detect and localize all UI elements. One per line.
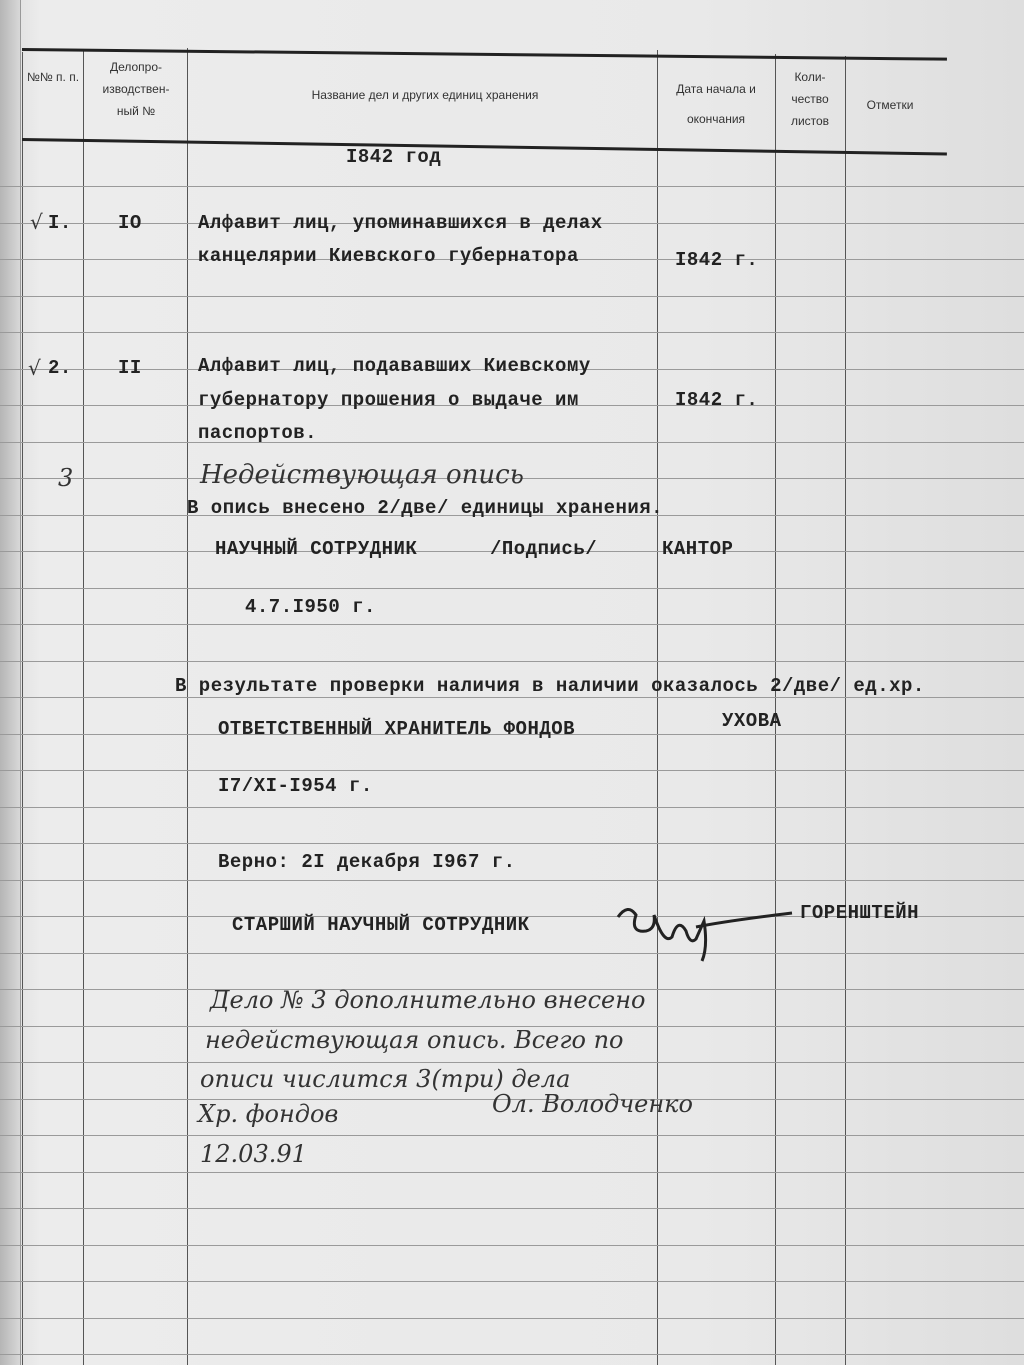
signoff2-name: УХОВА bbox=[722, 710, 782, 732]
signoff2-date: I7/XI-I954 г. bbox=[218, 775, 373, 797]
handwritten-note-line: недействующая опись. Всего по bbox=[205, 1026, 624, 1054]
handwritten-note-date: 12.03.91 bbox=[200, 1140, 307, 1168]
header-col-office-num: Делопро- изводствен- ный № bbox=[102, 60, 170, 118]
ruled-line bbox=[0, 1281, 1024, 1282]
column-divider bbox=[657, 50, 658, 1365]
check-text: В результате проверки наличия в наличии оказалось 2/две/ ед.хр. bbox=[175, 675, 925, 697]
summary-text: В опись внесено 2/две/ единицы хранения. bbox=[187, 497, 664, 519]
ruled-line bbox=[0, 1135, 1024, 1136]
entry-office-num: IO bbox=[118, 212, 142, 234]
entry-title-line: губернатору прошения о выдаче им bbox=[198, 389, 579, 411]
ruled-line bbox=[0, 1208, 1024, 1209]
ruled-line bbox=[0, 624, 1024, 625]
signature bbox=[610, 895, 800, 965]
checkmark-icon: √ bbox=[30, 210, 43, 234]
handwritten-note-line: Дело № 3 дополнительно внесено bbox=[210, 986, 646, 1014]
column-divider bbox=[83, 50, 84, 1365]
ruled-line bbox=[0, 296, 1024, 297]
entry-title-line: Алфавит лиц, упоминавшихся в делах bbox=[198, 212, 603, 234]
page-binding bbox=[0, 0, 21, 1365]
handwritten-note-line: описи числится 3(три) дела bbox=[200, 1065, 571, 1093]
header-col-sheets: Коли- чество листов bbox=[790, 70, 830, 128]
ruled-line bbox=[0, 1062, 1024, 1063]
ruled-line bbox=[0, 880, 1024, 881]
signoff3-role: СТАРШИЙ НАУЧНЫЙ СОТРУДНИК bbox=[232, 914, 530, 936]
entry-title-line: Алфавит лиц, подававших Киевскому bbox=[198, 355, 591, 377]
signoff1-name: КАНТОР bbox=[662, 538, 734, 560]
entry-office-num: II bbox=[118, 357, 142, 379]
header-col-title: Название дел и других единиц хранения bbox=[311, 88, 539, 102]
checkmark-icon: √ bbox=[28, 356, 41, 380]
handwritten-entry-title: Недействующая опись bbox=[200, 460, 524, 490]
header-col-dates: Дата начала и окончания bbox=[676, 82, 756, 126]
ruled-line bbox=[0, 843, 1024, 844]
ruled-line bbox=[0, 1245, 1024, 1246]
column-divider bbox=[845, 56, 846, 1365]
ruled-line bbox=[0, 588, 1024, 589]
ruled-line bbox=[0, 442, 1024, 443]
ruled-line bbox=[0, 953, 1024, 954]
entry-num: 2. bbox=[48, 357, 72, 379]
handwritten-note-line: Хр. фондов bbox=[198, 1100, 339, 1128]
entry-num: I. bbox=[48, 212, 72, 234]
entry-date: I842 г. bbox=[675, 249, 759, 271]
ruled-line bbox=[0, 697, 1024, 698]
ruled-line bbox=[0, 770, 1024, 771]
signoff1-date: 4.7.I950 г. bbox=[245, 596, 376, 618]
header-col-num: №№ п. п. bbox=[26, 70, 80, 84]
year-heading: I842 год bbox=[346, 146, 442, 168]
handwritten-signature-name: Ол. Володченко bbox=[492, 1090, 693, 1118]
signoff1-role: НАУЧНЫЙ СОТРУДНИК bbox=[215, 538, 418, 560]
header-col-notes: Отметки bbox=[866, 98, 914, 112]
ruled-line bbox=[0, 1318, 1024, 1319]
verified-text: Верно: 2I декабря I967 г. bbox=[218, 851, 516, 873]
ruled-line bbox=[0, 661, 1024, 662]
signoff3-name: ГОРЕНШТЕЙН bbox=[800, 902, 920, 924]
ruled-line bbox=[0, 332, 1024, 333]
column-divider bbox=[187, 48, 188, 1365]
header-bottom-rule bbox=[22, 138, 947, 156]
ruled-line bbox=[0, 1354, 1024, 1355]
table-left-border bbox=[22, 52, 23, 1365]
entry-date: I842 г. bbox=[675, 389, 759, 411]
entry-title-line: канцелярии Киевского губернатора bbox=[198, 245, 579, 267]
handwritten-entry-num: 3 bbox=[58, 464, 74, 492]
ruled-line bbox=[0, 807, 1024, 808]
signoff2-role: ОТВЕТСТВЕННЫЙ ХРАНИТЕЛЬ ФОНДОВ bbox=[218, 718, 576, 740]
ruled-line bbox=[0, 186, 1024, 187]
ruled-line bbox=[0, 1172, 1024, 1173]
entry-title-line: паспортов. bbox=[198, 422, 318, 444]
signoff1-sign: /Подпись/ bbox=[490, 538, 598, 560]
